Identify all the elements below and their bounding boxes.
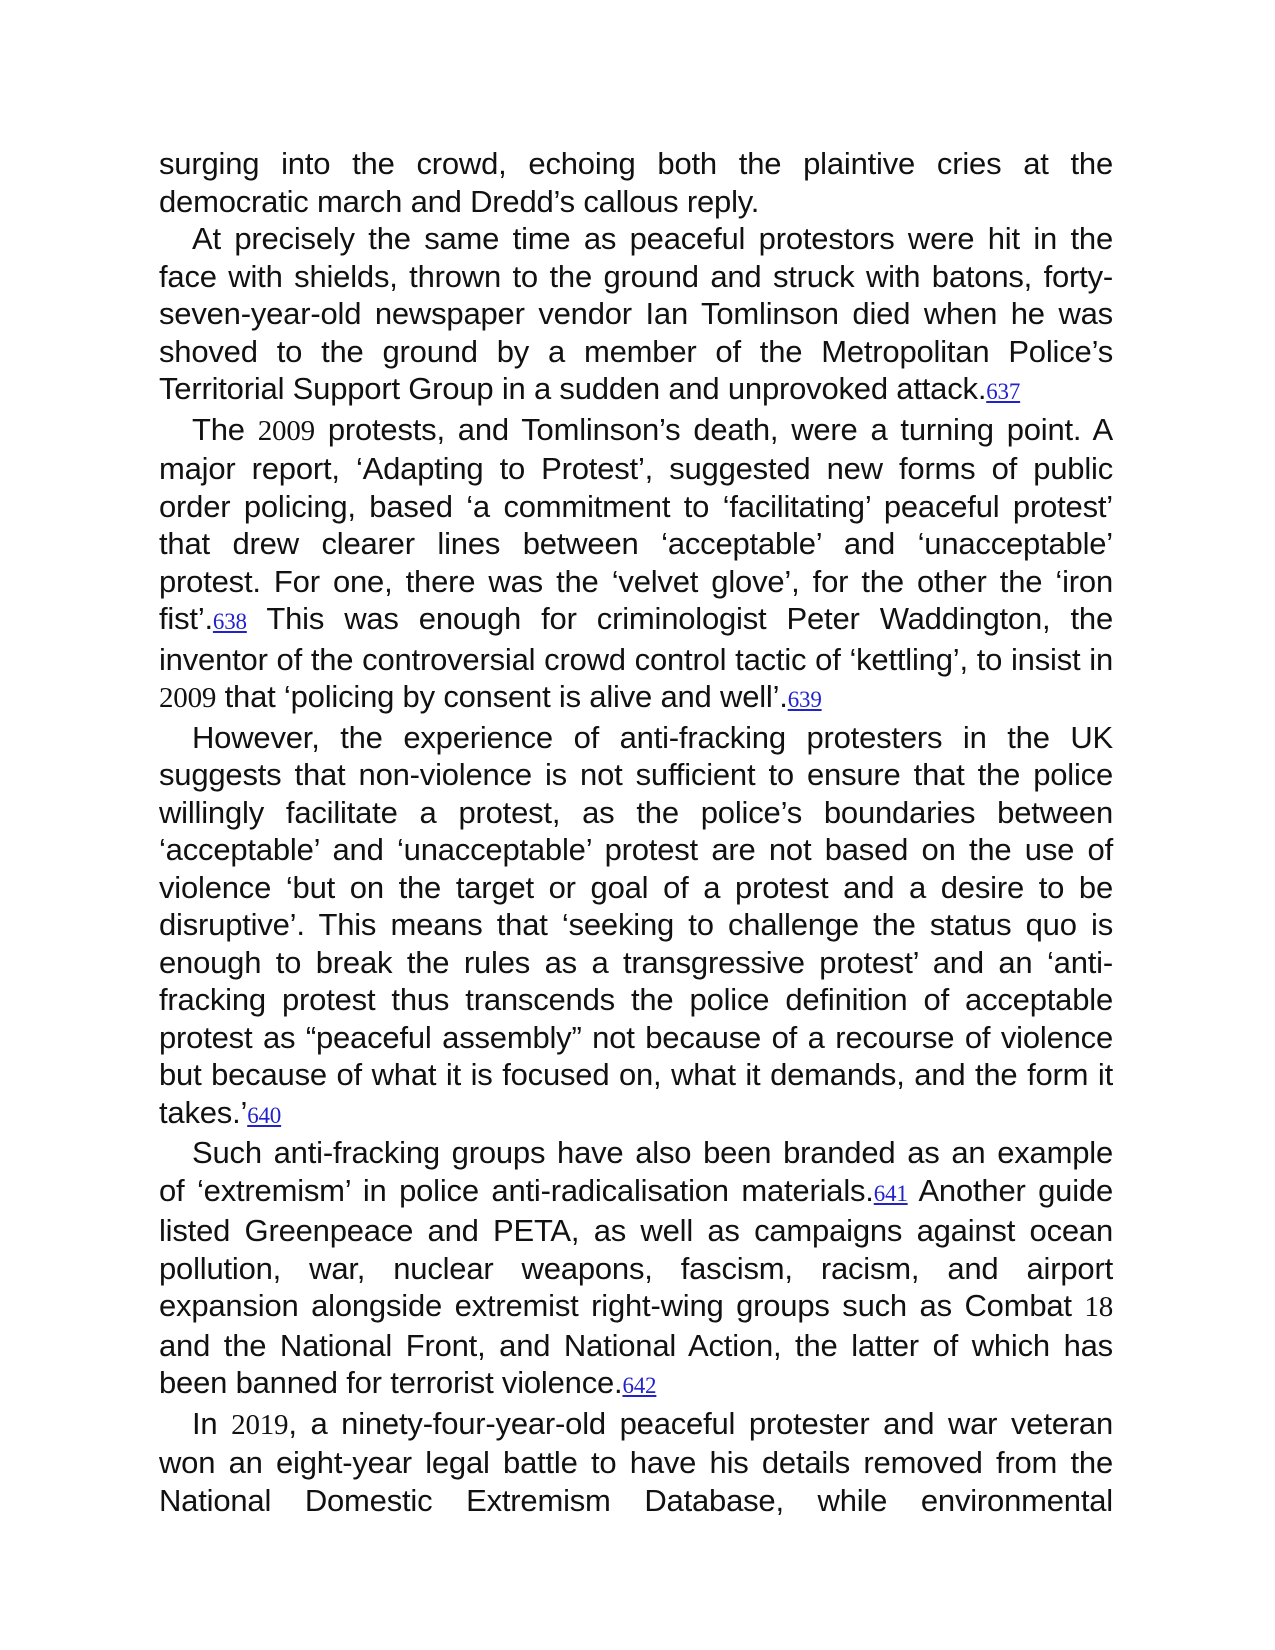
year-number: 2009 — [159, 682, 217, 714]
text-span: This was enough for criminologist Peter Waddington, the inventor of the controversial crowd control tactic of ‘kettling’, to insist in — [159, 601, 1113, 677]
text-span: Another guide listed Greenpeace and PETA, as well as campaigns against ocean pollution, war, nuclear weapons, fascism, racism, and airport expansion alongside extremist right-wing groups such as Combat — [159, 1172, 1113, 1323]
paragraph-5 — [159, 1134, 1113, 1405]
text-span: protests, and Tomlinson’s death, were a turning point. A major report, ‘Adapting to Protest’, suggested new forms of public order policing, based ‘a commitment to ‘facilitating’ peaceful protest’ that drew clearer lines between ‘acceptable’ and ‘unacceptable’ protest. For one, there was the ‘velvet glove’, for the other the ‘iron fist’. — [159, 411, 1113, 636]
footnote-link-641[interactable]: 641 — [873, 1180, 908, 1206]
text-span: Such anti-fracking groups have also been branded as an example of ‘extremism’ in police anti-radicalisation materials. — [159, 1135, 1113, 1208]
paragraph-2 — [159, 220, 1113, 411]
number: 18 — [1084, 1291, 1113, 1323]
footnote-link-640[interactable]: 640 — [247, 1102, 282, 1128]
text-span: , a ninety-four-year-old peaceful protester and war veteran won an eight-year legal battle to have his details removed from the National Domestic Extremism Database, while environmental — [159, 1405, 1113, 1518]
text-span: At precisely the same time as peaceful protestors were hit in the face with shields, thrown to the ground and struck with batons, forty-seven-year-old newspaper vendor Ian Tomlinson died when he was shoved to the ground by a member of the Metropolitan Police’s Territorial Support Group in a sudden and unprovoked attack. — [159, 221, 1113, 406]
text-span: that ‘policing by consent is alive and well’. — [216, 679, 788, 714]
text-span: surging into the crowd, echoing both the plaintive cries at the democratic march and Dredd’s callous reply. — [159, 146, 1113, 219]
paragraph-3 — [159, 411, 1113, 719]
year-number: 2009 — [257, 414, 315, 447]
footnote-link-642[interactable]: 642 — [622, 1373, 657, 1398]
footnote-link-637[interactable]: 637 — [986, 379, 1021, 404]
footnote-link-638[interactable]: 638 — [212, 609, 247, 634]
document-body — [159, 145, 1113, 1519]
text-span: In — [192, 1405, 232, 1441]
footnote-link-639[interactable]: 639 — [787, 687, 822, 712]
text-span: However, the experience of anti-fracking protesters in the UK suggests that non-violence is not sufficient to ensure that the police willingly facilitate a protest, as the police’s boundaries between ‘acceptable’ and ‘unacceptable’ protest are not based on the use of violence ‘but on the target or goal of a protest and a desire to be disruptive’. This means that ‘seeking to challenge the status quo is enough to break the rules as a transgressive protest’ and an ‘anti-fracking protest thus transcends the police definition of acceptable protest as “peaceful assembly” not because of a recourse of violence but because of what it is focused on, what it demands, and the form it takes.’ — [159, 719, 1113, 1130]
text-span: and the National Front, and National Action, the latter of which has been banned for terrorist violence. — [159, 1327, 1113, 1400]
paragraph-6 — [159, 1405, 1113, 1520]
text-span: The — [192, 411, 258, 447]
year-number: 2019 — [231, 1408, 289, 1441]
paragraph-1 — [159, 145, 1113, 220]
paragraph-4 — [159, 719, 1113, 1135]
